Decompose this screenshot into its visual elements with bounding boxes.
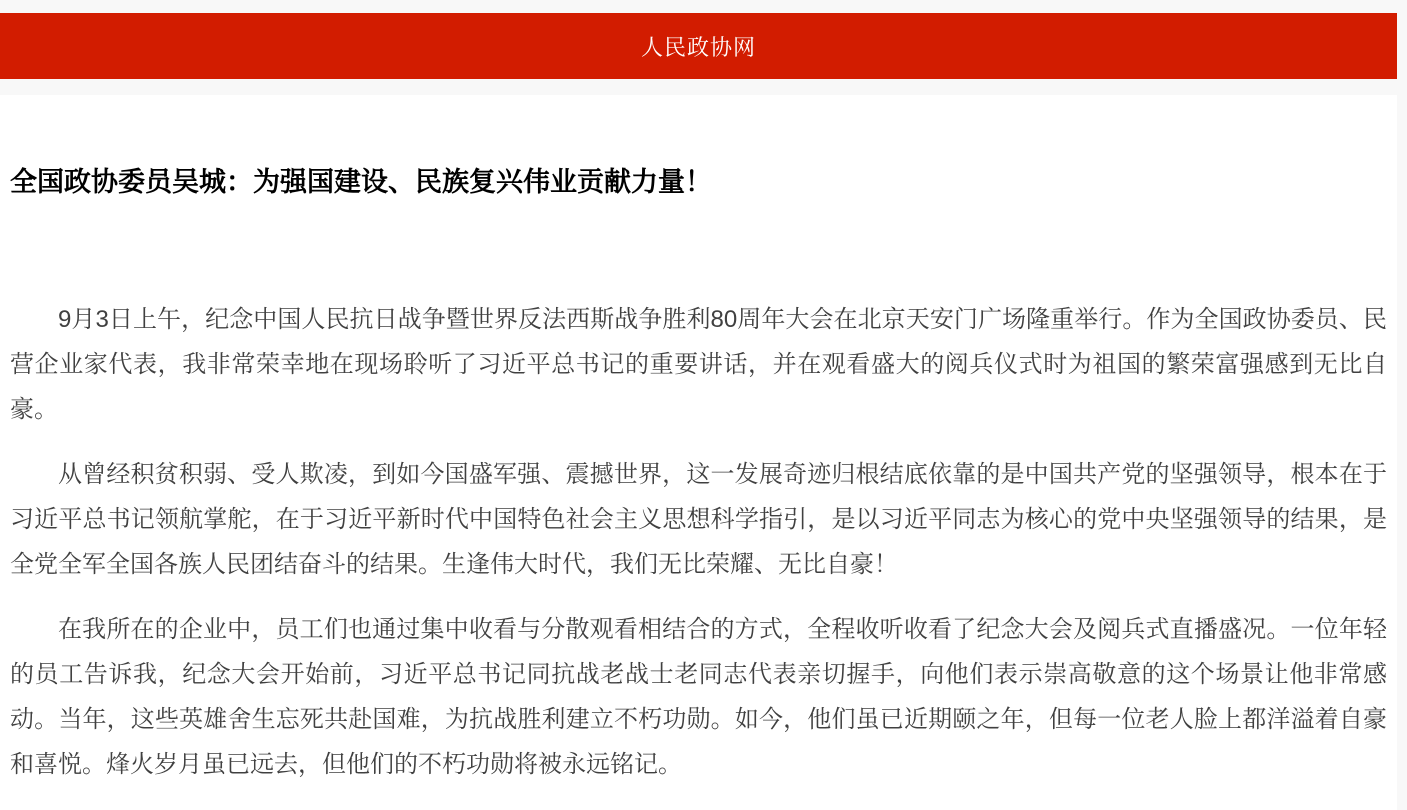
article-paragraph: 在我所在的企业中，员工们也通过集中收看与分散观看相结合的方式，全程收听收看了纪念大会及阅兵式直播盛况。一位年轻的员工告诉我，纪念大会开始前，习近平总书记同抗战老战士老同志代表亲切握手，向他们表示崇高敬意的这个场景让他非常感动。当年，这些英雄舍生忘死共赴国难，为抗战胜利建立不朽功勋。如今，他们虽已近期颐之年，但每一位老人脸上都洋溢着自豪和喜悦。烽火岁月虽已远去，但他们的不朽功勋将被永远铭记。 xyxy=(10,616,1387,778)
site-title-link[interactable]: 人民政协网 xyxy=(640,34,756,60)
article-paragraph: 9月3日上午，纪念中国人民抗日战争暨世界反法西斯战争胜利80周年大会在北京天安门广场隆重举行。作为全国政协委员、民营企业家代表，我非常荣幸地在现场聆听了习近平总书记的重要讲话，并在观看盛大的阅兵仪式时为祖国的繁荣富强感到无比自豪。 xyxy=(10,306,1387,423)
article-paragraph: 从曾经积贫积弱、受人欺凌，到如今国盛军强、震撼世界，这一发展奇迹归根结底依靠的是中国共产党的坚强领导，根本在于习近平总书记领航掌舵，在于习近平新时代中国特色社会主义思想科学指引，是以习近平同志为核心的党中央坚强领导的结果，是全党全军全国各族人民团结奋斗的结果。生逢伟大时代，我们无比荣耀、无比自豪！ xyxy=(10,461,1387,578)
article-content-area xyxy=(0,95,1397,810)
site-header-banner xyxy=(0,13,1397,79)
article-body xyxy=(10,297,1387,787)
article-title: 全国政协委员吴城：为强国建设、民族复兴伟业贡献力量！ xyxy=(10,167,712,197)
